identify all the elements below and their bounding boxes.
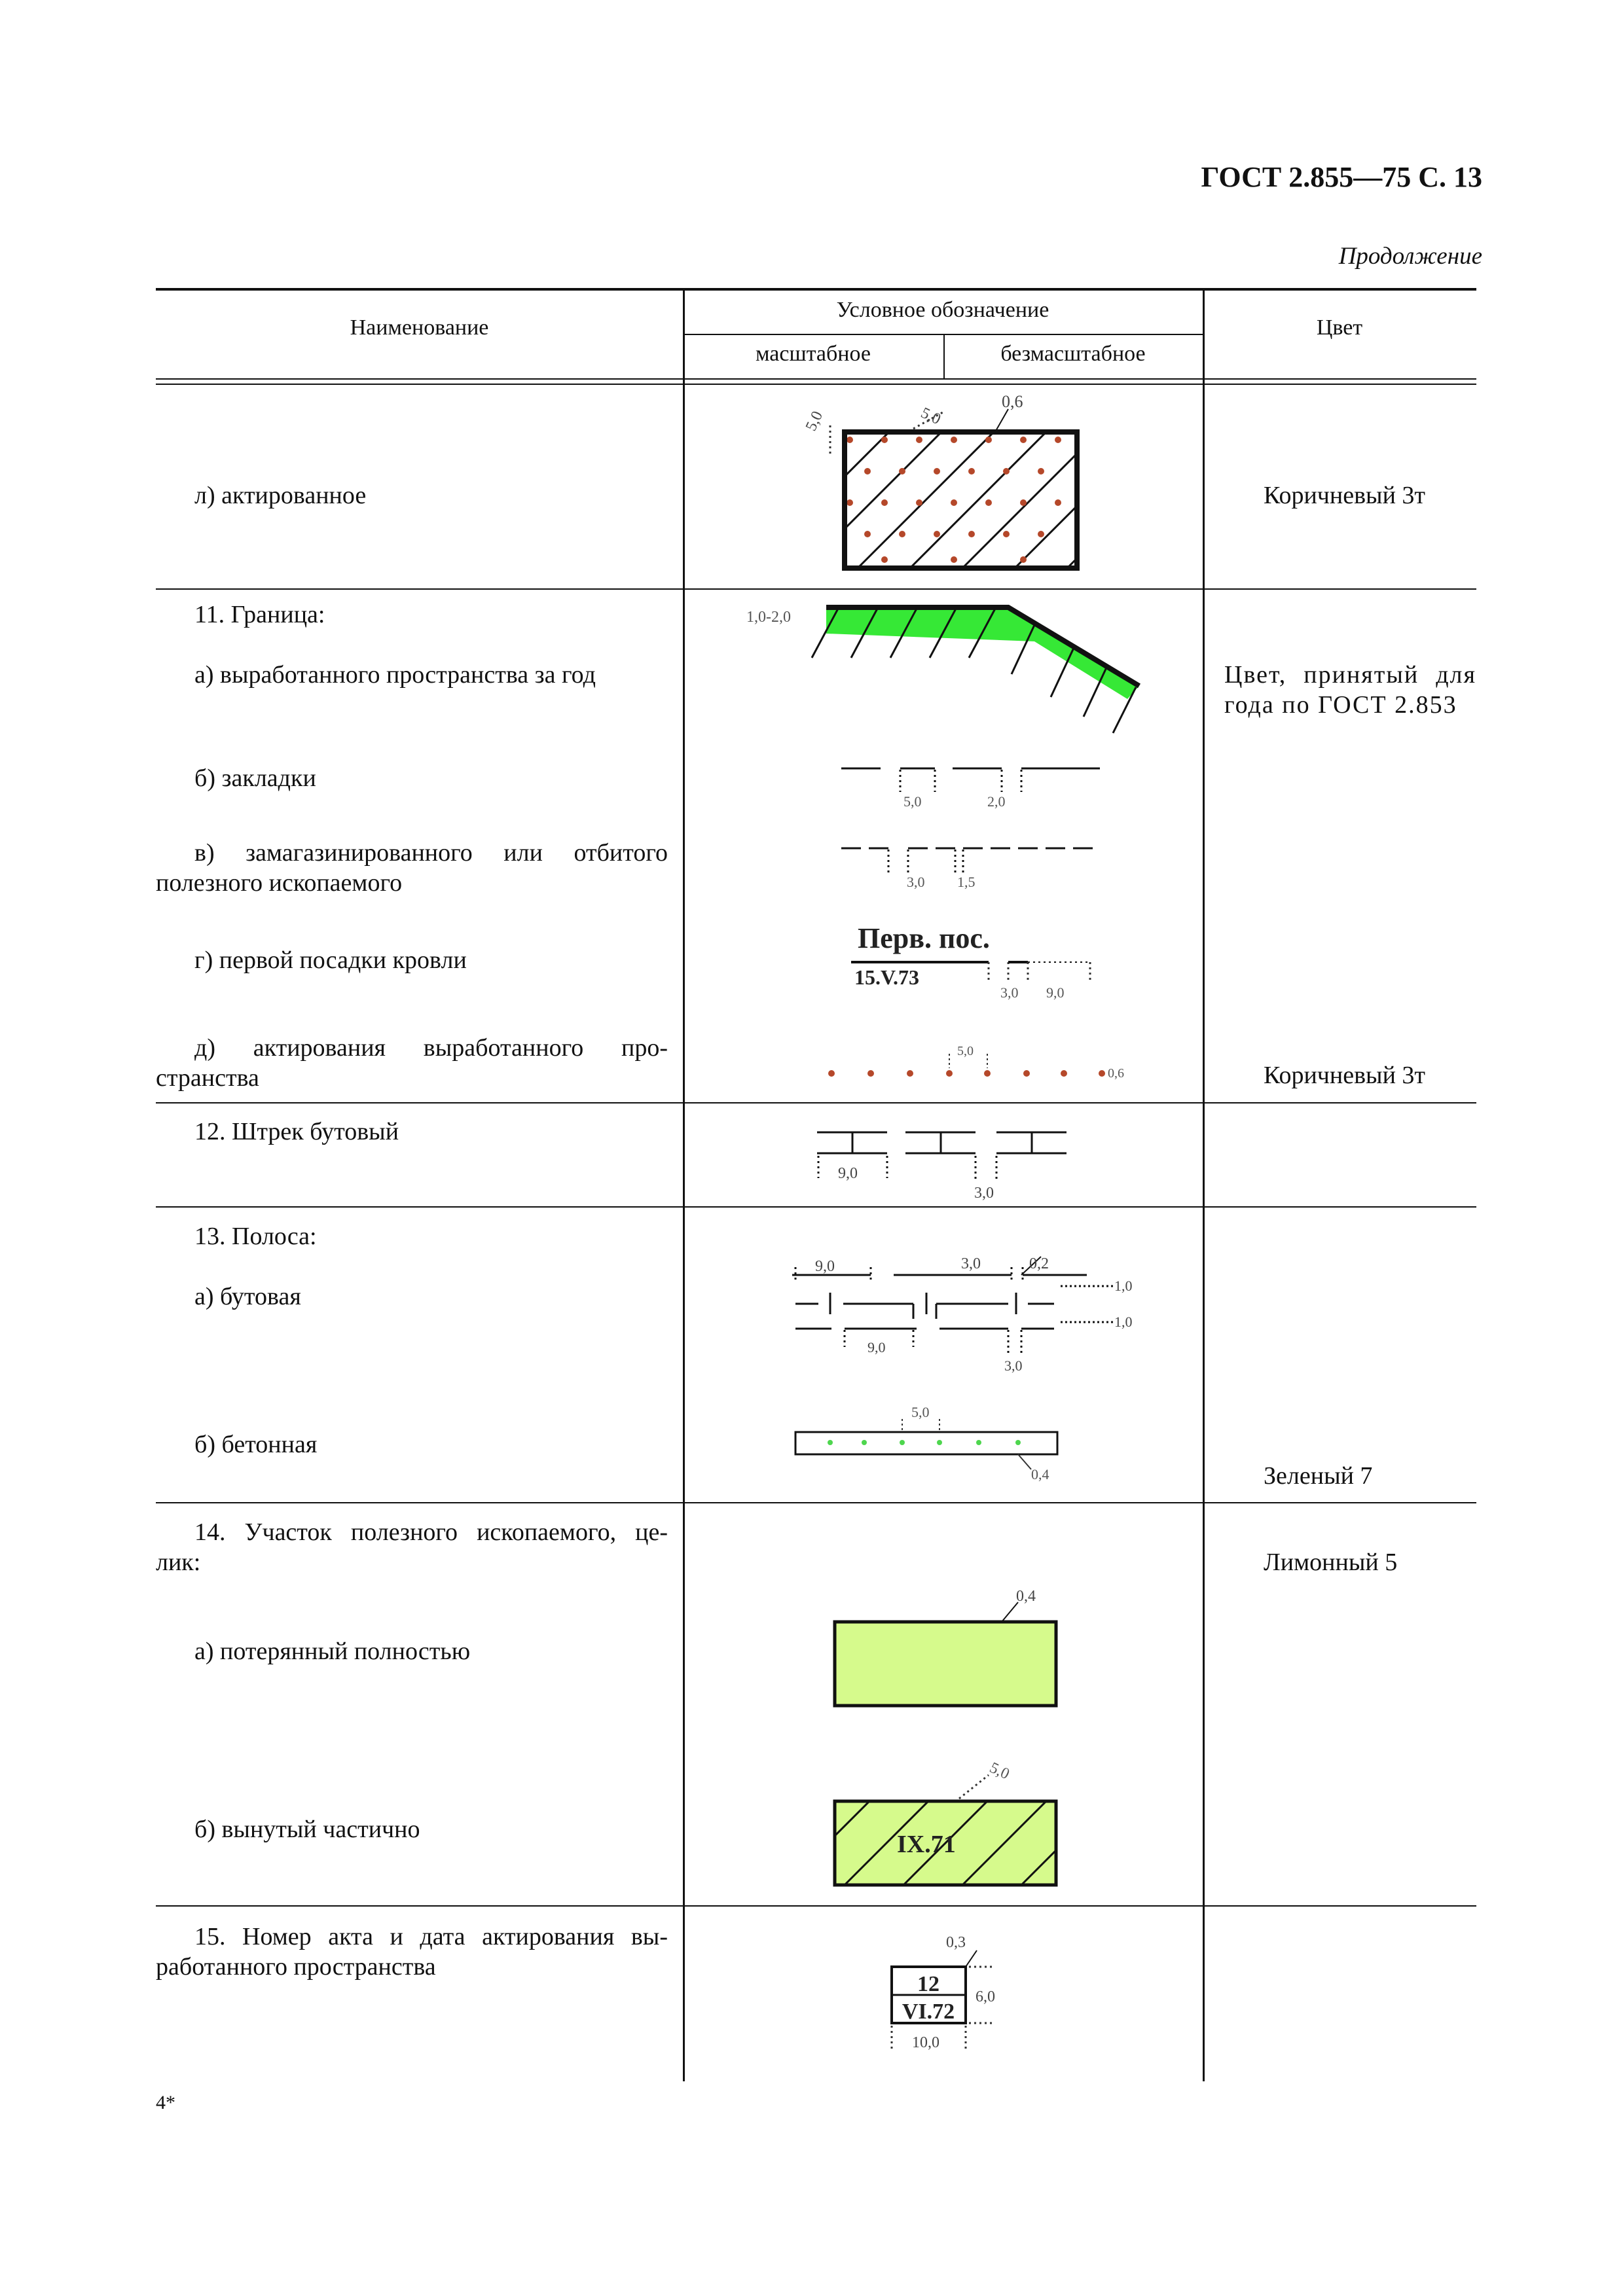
row-name-11b: б) закладки bbox=[194, 764, 316, 792]
label-act-12: 12 bbox=[917, 1972, 939, 1996]
color-green-7: Зеленый 7 bbox=[1264, 1462, 1373, 1490]
symbol-pervoy-posadki bbox=[851, 922, 1090, 1001]
row-name-15-line2: работанного пространства bbox=[156, 1953, 436, 1981]
dim-11a: 1,0-2,0 bbox=[746, 609, 791, 626]
symbol-vynuty-chastichno bbox=[786, 1759, 1106, 1885]
dim-12-9: 9,0 bbox=[838, 1165, 858, 1182]
dim-13-3-bottom: 3,0 bbox=[1004, 1357, 1023, 1374]
dim-11d-5: 5,0 bbox=[957, 1044, 974, 1058]
symbol-actirovaniya bbox=[828, 1044, 1124, 1081]
dim-15-6-0: 6,0 bbox=[976, 1988, 995, 2005]
dim-11b-5: 5,0 bbox=[903, 793, 922, 810]
dim-13b-5: 5,0 bbox=[911, 1404, 930, 1420]
dim-11v-1-5: 1,5 bbox=[957, 874, 976, 890]
dim-13-0-2: 0,2 bbox=[1029, 1255, 1049, 1272]
label-act-vi-72: VI.72 bbox=[902, 2000, 955, 2024]
dim-15-0-3: 0,3 bbox=[946, 1934, 966, 1951]
symbol-butovaya-polosa bbox=[792, 1257, 1113, 1355]
dim-13b-0-4: 0,4 bbox=[1031, 1466, 1049, 1482]
page-header-title: ГОСТ 2.855—75 С. 13 bbox=[1201, 161, 1482, 193]
dim-13-9-bottom: 9,0 bbox=[867, 1339, 886, 1355]
row-name-11v-line2: полезного ископаемого bbox=[156, 869, 403, 897]
row-name-13a: а) бутовая bbox=[194, 1283, 301, 1310]
row-name-11d-line1: д) актирования выработанного про- bbox=[194, 1034, 668, 1062]
dim-l-0-6: 0,6 bbox=[1002, 392, 1023, 411]
row-name-11d-line2: странства bbox=[156, 1064, 259, 1092]
header-color: Цвет bbox=[1316, 315, 1363, 340]
header-unscaled: безмасштабное bbox=[1000, 342, 1146, 366]
row-name-14-line2: лик: bbox=[156, 1549, 201, 1576]
dim-15-10-0: 10,0 bbox=[912, 2034, 939, 2051]
symbol-boundary-year bbox=[746, 607, 1139, 733]
dim-13-1-0-b: 1,0 bbox=[1114, 1314, 1133, 1330]
dim-13-1-0-a: 1,0 bbox=[1114, 1278, 1133, 1294]
dim-14b-5-0: 5,0 bbox=[987, 1759, 1012, 1784]
symbol-betonnaya-polosa bbox=[795, 1404, 1057, 1482]
header-symbol: Условное обозначение bbox=[836, 298, 1049, 322]
row-name-14b: б) вынутый частично bbox=[194, 1816, 420, 1843]
row-name-12: 12. Штрек бутовый bbox=[194, 1118, 399, 1145]
label-15-v-73: 15.V.73 bbox=[854, 965, 919, 989]
dim-13-9-top: 9,0 bbox=[815, 1258, 835, 1275]
dim-11g-3: 3,0 bbox=[1000, 984, 1019, 1001]
dim-11v-3: 3,0 bbox=[907, 874, 925, 890]
header-name: Наименование bbox=[350, 315, 489, 340]
row-name-15-line1: 15. Номер акта и дата актирования вы- bbox=[194, 1923, 668, 1950]
row-name-11a: а) выработанного пространства за год bbox=[194, 661, 596, 689]
color-brown-1: Коричневый 3т bbox=[1264, 482, 1426, 509]
label-perv-pos: Перв. пос. bbox=[858, 922, 990, 954]
row-name-11g: г) первой посадки кровли bbox=[194, 946, 467, 974]
row-name-13b: б) бетонная bbox=[194, 1431, 318, 1458]
color-brown-2: Коричневый 3т bbox=[1264, 1062, 1426, 1089]
symbol-actirovannoe bbox=[753, 392, 1205, 568]
dim-12-3: 3,0 bbox=[974, 1185, 994, 1202]
dim-l-5-0-a: 5,0 bbox=[802, 408, 827, 434]
symbol-zakladki bbox=[841, 768, 1100, 792]
symbol-poteryanny bbox=[835, 1588, 1056, 1706]
row-name-13: 13. Полоса: bbox=[194, 1223, 317, 1250]
continuation-label: Продолжение bbox=[1338, 243, 1482, 270]
page-footer-mark: 4* bbox=[156, 2092, 175, 2113]
dim-11b-2: 2,0 bbox=[987, 793, 1006, 810]
row-name-14a: а) потерянный полностью bbox=[194, 1638, 471, 1665]
dim-13-3-top: 3,0 bbox=[961, 1255, 981, 1272]
symbol-act-number bbox=[892, 1934, 995, 2051]
row-name-11-granitsa: 11. Граница: bbox=[194, 601, 325, 628]
symbol-zamagaz bbox=[841, 848, 1093, 874]
label-ix-71: IX.71 bbox=[897, 1831, 956, 1858]
row-name-l-actirovannoe: л) актированное bbox=[194, 482, 367, 509]
dim-14a-0-4: 0,4 bbox=[1016, 1588, 1036, 1605]
dim-11d-0-6: 0,6 bbox=[1108, 1066, 1124, 1081]
row-name-14-line1: 14. Участок полезного ископаемого, це- bbox=[194, 1518, 668, 1546]
dim-l-5-0-b: 5,0 bbox=[918, 404, 943, 429]
row-name-11v-line1: в) замагазинированного или отбитого bbox=[194, 839, 668, 867]
dim-11g-9: 9,0 bbox=[1046, 984, 1065, 1001]
color-lemon-5: Лимонный 5 bbox=[1264, 1549, 1398, 1576]
color-year: Цвет, принятый для года по ГОСТ 2.853 bbox=[1224, 661, 1476, 719]
header-scaled: масштабное bbox=[755, 342, 871, 366]
